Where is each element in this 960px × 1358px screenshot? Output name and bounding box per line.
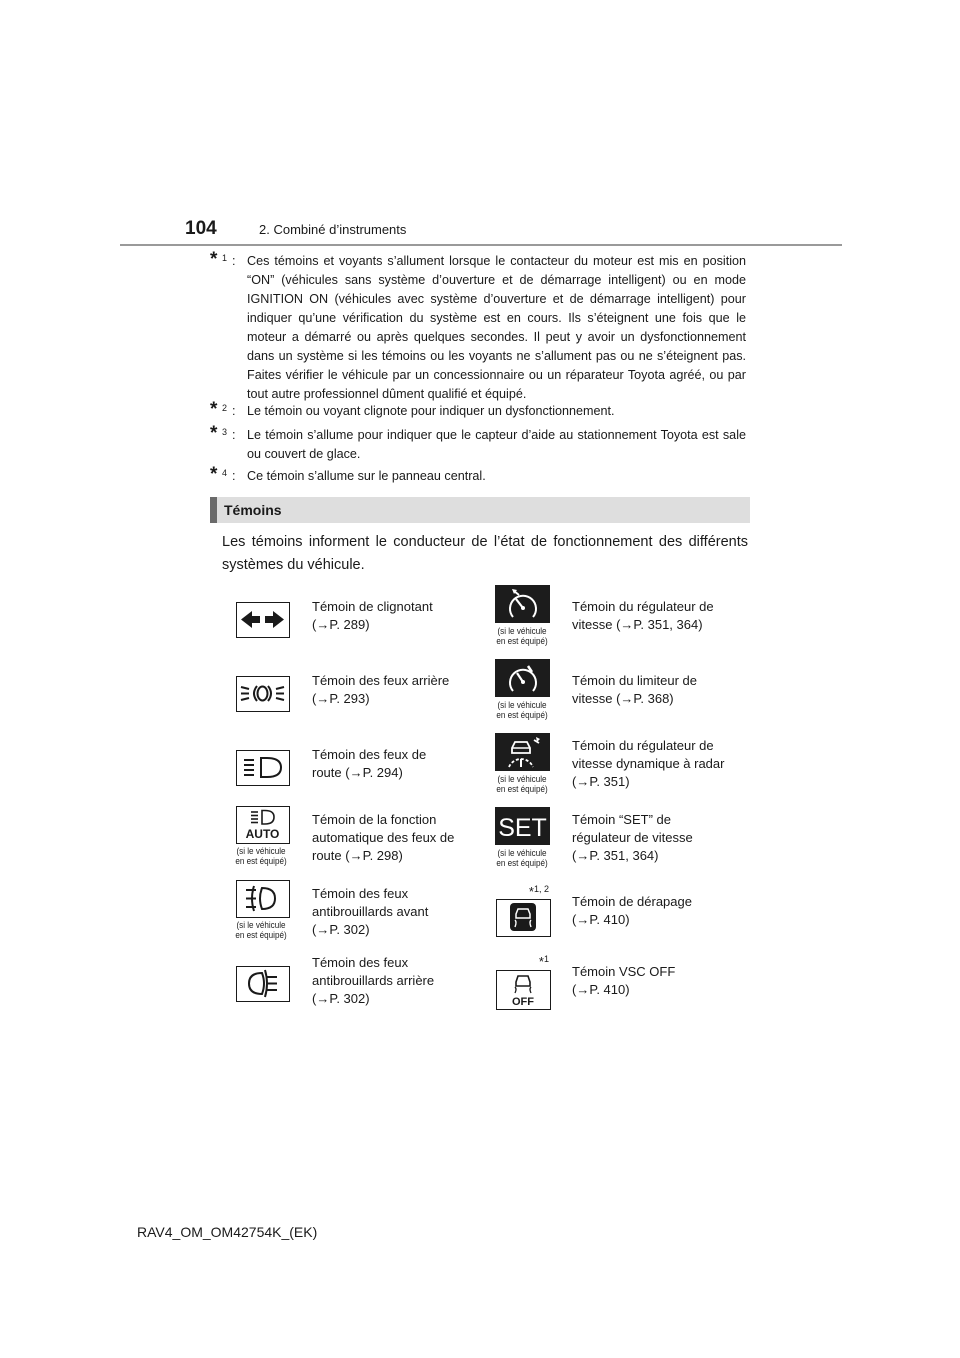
equipped-line: en est équipé) <box>496 784 548 794</box>
page-number: 104 <box>185 218 217 239</box>
footnote-colon: : <box>232 404 236 418</box>
auto-high-beam-icon <box>236 806 290 844</box>
footnote-asterisk: * <box>210 399 218 420</box>
footnote-colon: : <box>232 428 236 442</box>
slip-indicator-icon <box>496 899 551 937</box>
footnote-reference <box>489 954 549 969</box>
slip-indicator-label <box>572 893 692 929</box>
equipped-note <box>486 700 558 720</box>
footnote-asterisk: * <box>210 464 218 485</box>
reference-number: 1 <box>543 954 549 964</box>
equipped-line: en est équipé) <box>235 930 287 940</box>
label-line: (→P. 351, 364) <box>572 848 659 863</box>
label-line: Témoin de la fonction <box>312 812 437 827</box>
equipped-note <box>486 774 558 794</box>
footnote-text: Le témoin s’allume pour indiquer que le capteur d’aide au stationnement Toyota est sale ou couvert de glace. <box>247 428 746 461</box>
section-heading-accent <box>210 497 217 523</box>
footnote-1 <box>210 249 746 404</box>
label-line: vitesse (→P. 368) <box>572 691 674 706</box>
label-line: vitesse dynamique à radar <box>572 756 725 771</box>
equipped-line: (si le véhicule <box>236 846 286 856</box>
turn-signal-icon <box>236 602 290 638</box>
section-heading: Témoins <box>224 502 282 518</box>
footnote-colon: : <box>232 469 236 483</box>
label-line: (→P. 302) <box>312 922 370 937</box>
section-title: 2. Combiné d’instruments <box>259 222 407 237</box>
label-line: (→P. 289) <box>312 617 370 632</box>
footnote-number: 3 <box>222 427 228 437</box>
equipped-line: en est équipé) <box>235 856 287 866</box>
document-code: RAV4_OM_OM42754K_(EK) <box>137 1224 318 1240</box>
label-line: Témoin de dérapage <box>572 894 692 909</box>
label-line: Témoin du limiteur de <box>572 673 697 688</box>
cruise-control-label <box>572 598 714 634</box>
equipped-line: (si le véhicule <box>497 848 547 858</box>
tail-light-icon <box>236 676 290 712</box>
equipped-note <box>486 626 558 646</box>
speed-limiter-icon <box>495 659 550 697</box>
auto-high-beam-label <box>312 811 454 865</box>
equipped-line: (si le véhicule <box>497 774 547 784</box>
turn-signal-label <box>312 598 433 634</box>
front-fog-light-icon <box>236 880 290 918</box>
label-line: Témoin du régulateur de <box>572 599 714 614</box>
high-beam-icon <box>236 750 290 786</box>
radar-cruise-icon <box>495 733 550 771</box>
rear-fog-label <box>312 954 434 1008</box>
speed-limiter-label <box>572 672 697 708</box>
footnote-asterisk: * <box>210 249 218 270</box>
cruise-control-icon <box>495 585 550 623</box>
label-line: antibrouillards arrière <box>312 973 435 988</box>
reference-number: 1, 2 <box>533 884 549 894</box>
label-line: (→P. 410) <box>572 982 630 997</box>
equipped-line: (si le véhicule <box>236 920 286 930</box>
footnote-number: 1 <box>222 253 228 263</box>
vsc-off-icon <box>496 970 551 1010</box>
label-line: Témoin de clignotant <box>312 599 433 614</box>
footnote-number: 4 <box>222 468 228 478</box>
radar-cruise-label <box>572 737 724 791</box>
high-beam-label <box>312 746 426 782</box>
equipped-note <box>486 848 558 868</box>
label-line: automatique des feux de <box>312 830 455 845</box>
label-line: régulateur de vitesse <box>572 830 693 845</box>
footnote-4 <box>210 464 746 486</box>
equipped-line: en est équipé) <box>496 636 548 646</box>
footnote-text: Ces témoins et voyants s’allument lorsque le contacteur du moteur est mis en position “ON” (véhicules sans système d’ouverture et de démarrage intelligent) ou en mode IGNITION ON (véhicules avec système d’ouverture et de démarrage intelligent) pour indiquer qu’une vérification du système est en cours. Ils s’éteignent une fois que le moteur a démarré ou après quelques secondes. Il peut y avoir un dysfonctionnement dans un système si les témoins ou les voyants ne s’allument pas ou ne s’éteignent pas. Faites vérifier le véhicule par un concessionnaire ou un réparateur Toyota agréé, ou par tout autre professionnel dûment qualifié et équipé. <box>247 254 746 401</box>
rear-fog-light-icon <box>236 966 290 1002</box>
label-line: Témoin VSC OFF <box>572 964 676 979</box>
set-text: SET <box>498 814 547 842</box>
footnote-text: Le témoin ou voyant clignote pour indiquer un dysfonctionnement. <box>247 404 615 418</box>
label-line: Témoin du régulateur de <box>572 738 714 753</box>
auto-text: AUTO <box>245 827 280 841</box>
label-line: antibrouillards avant <box>312 904 429 919</box>
intro-paragraph: Les témoins informent le conducteur de l’état de fonctionnement des différents systèmes du véhicule. <box>222 534 748 573</box>
cruise-set-icon <box>495 807 550 845</box>
cruise-set-label <box>572 811 693 865</box>
footnote-2 <box>210 399 746 421</box>
label-line: Témoin des feux <box>312 886 409 901</box>
footnote-asterisk: * <box>210 423 218 444</box>
equipped-line: en est équipé) <box>496 710 548 720</box>
label-line: vitesse (→P. 351, 364) <box>572 617 703 632</box>
footnote-colon: : <box>232 254 236 268</box>
label-line: (→P. 410) <box>572 912 630 927</box>
label-line: (→P. 351) <box>572 774 630 789</box>
off-text: OFF <box>512 996 534 1008</box>
label-line: Témoin des feux <box>312 955 409 970</box>
label-line: (→P. 293) <box>312 691 370 706</box>
label-line: Témoin des feux de <box>312 747 427 762</box>
vsc-off-label <box>572 963 675 999</box>
footnote-reference <box>489 884 549 899</box>
tail-light-label <box>312 672 449 708</box>
reference-asterisk: * <box>528 884 534 899</box>
equipped-line: (si le véhicule <box>497 700 547 710</box>
equipped-note <box>225 846 297 866</box>
label-line: route (→P. 298) <box>312 848 403 863</box>
label-line: route (→P. 294) <box>312 765 403 780</box>
header-rule <box>120 244 842 246</box>
equipped-line: (si le véhicule <box>497 626 547 636</box>
equipped-line: en est équipé) <box>496 858 548 868</box>
front-fog-label <box>312 885 428 939</box>
label-line: (→P. 302) <box>312 991 370 1006</box>
label-line: Témoin “SET” de <box>572 812 671 827</box>
footnote-3 <box>210 423 746 464</box>
reference-asterisk: * <box>538 954 544 969</box>
label-line: Témoin des feux arrière <box>312 673 450 688</box>
footnote-text: Ce témoin s’allume sur le panneau central. <box>247 469 486 483</box>
footnote-number: 2 <box>222 403 228 413</box>
section-heading-bar <box>210 497 750 523</box>
equipped-note <box>225 920 297 940</box>
